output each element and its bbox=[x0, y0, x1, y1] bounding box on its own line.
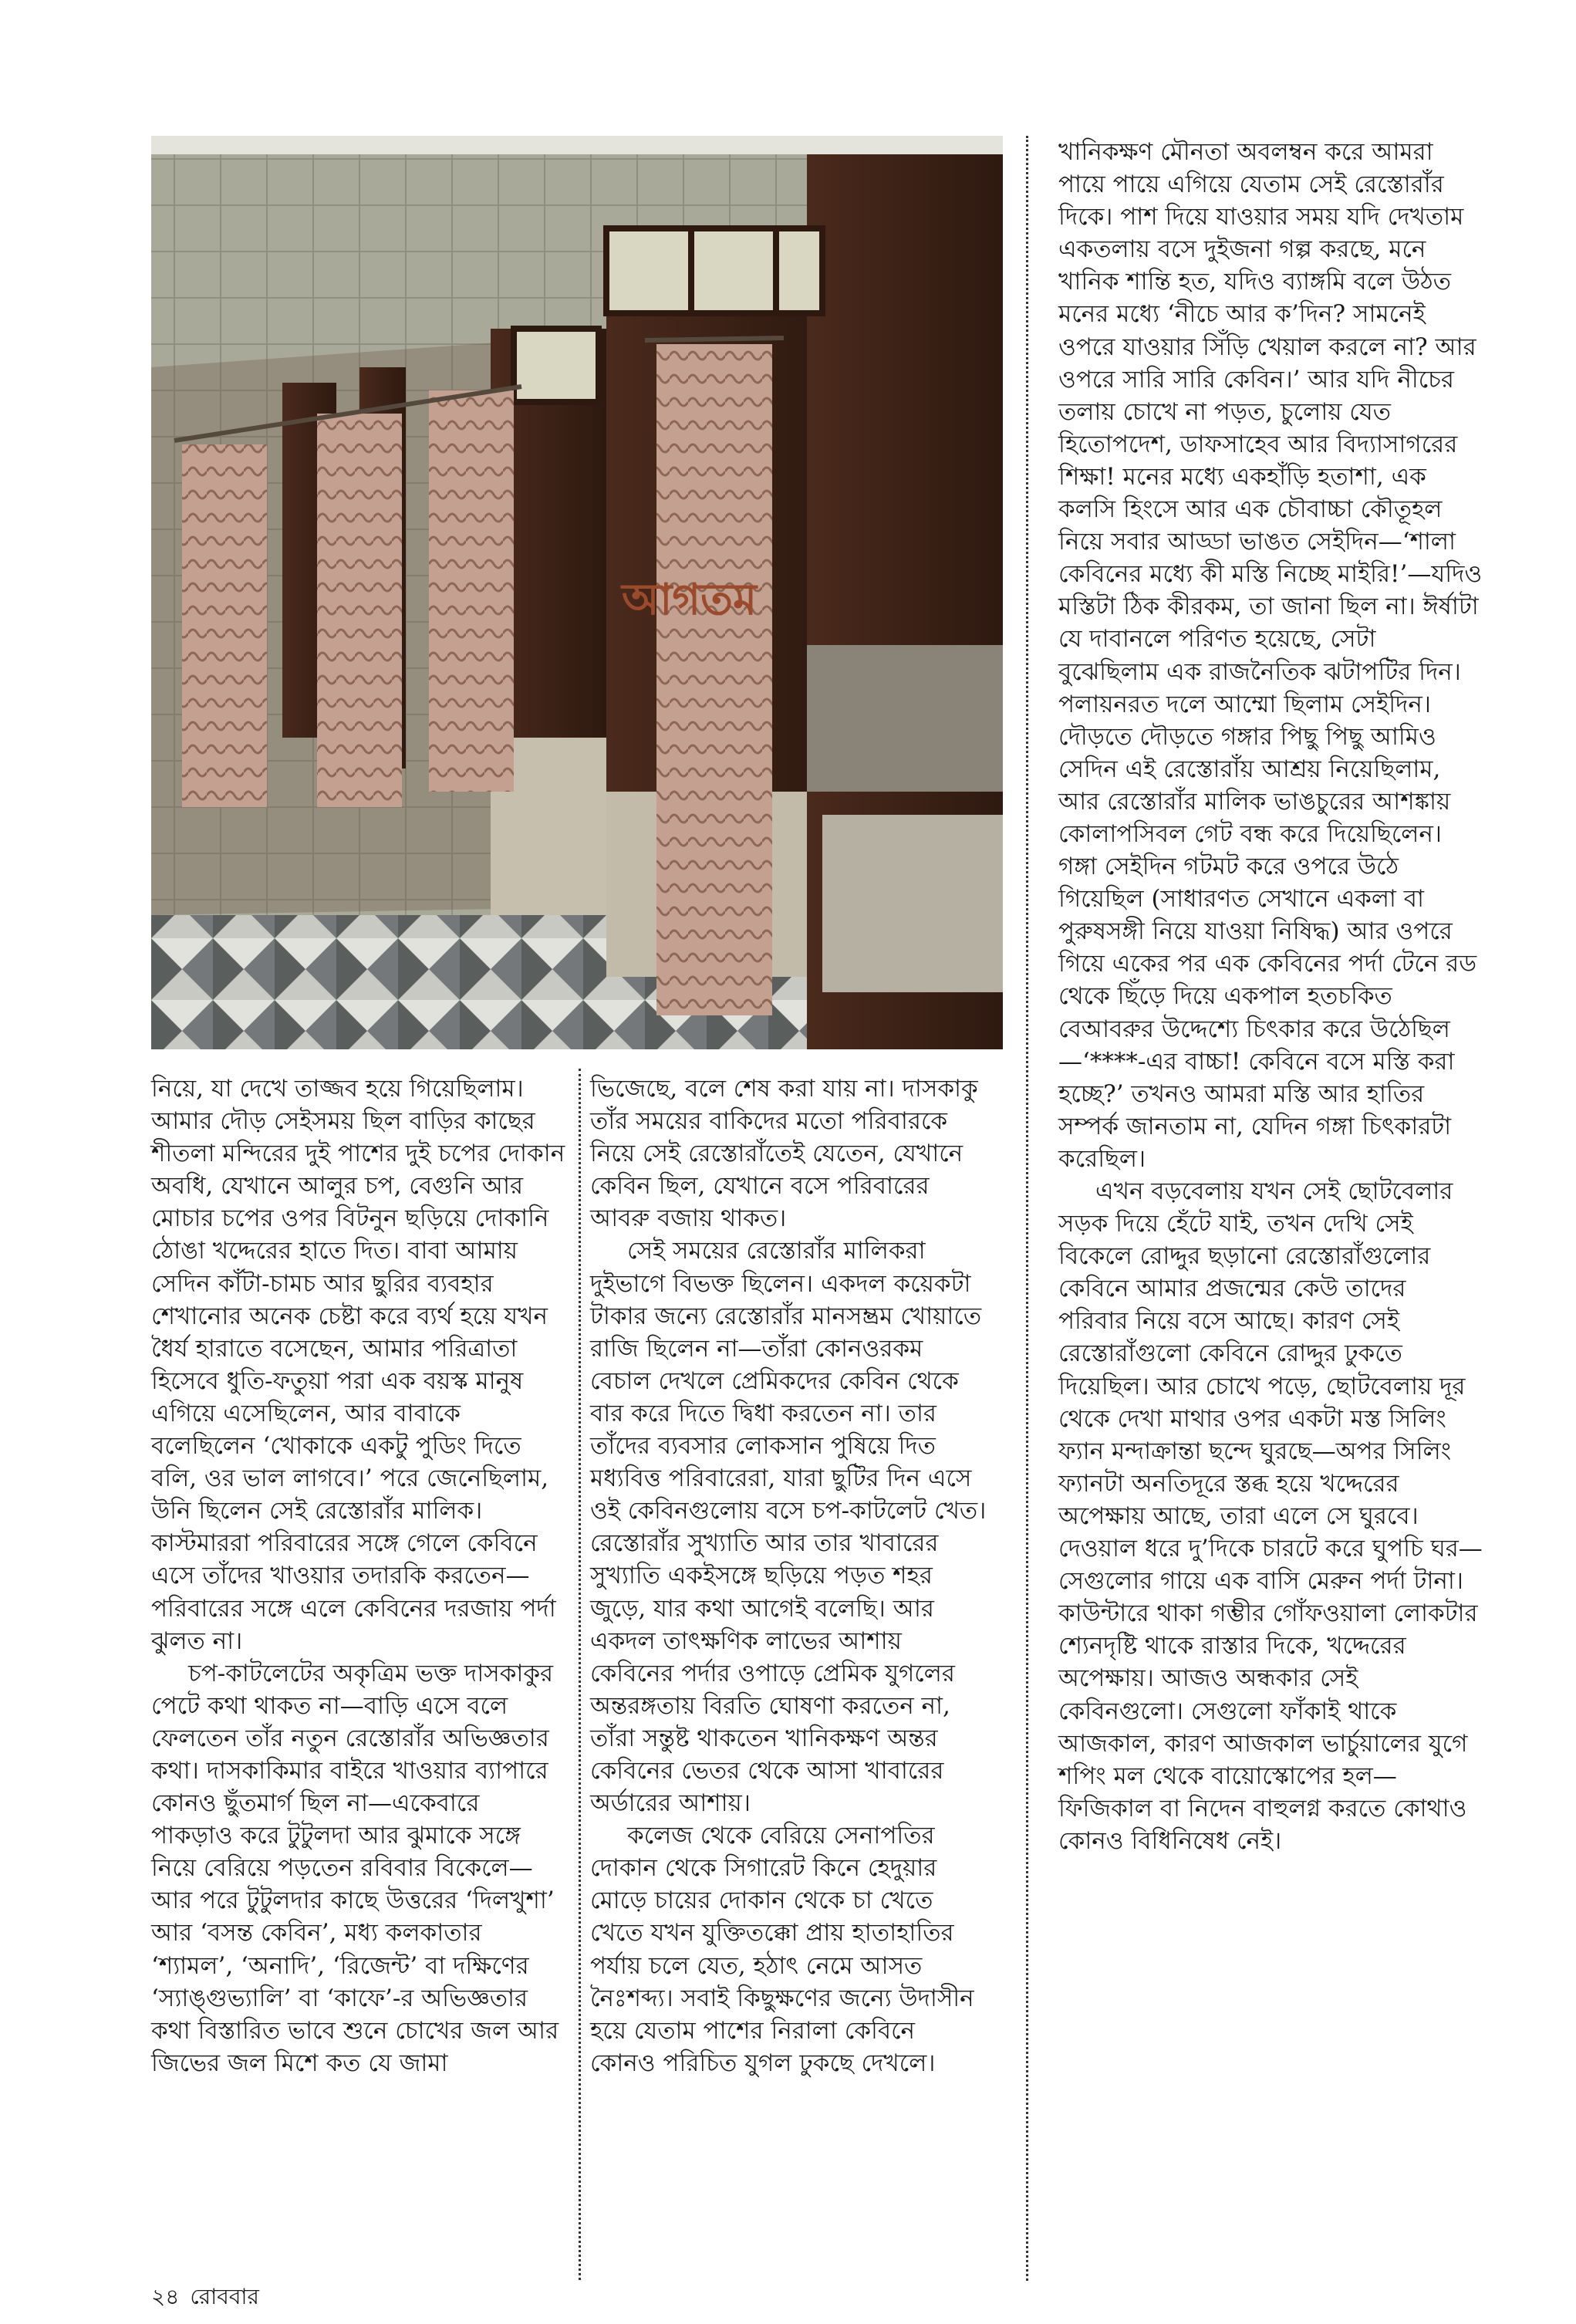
paragraph: চপ-কাটলেটের অকৃত্রিম ভক্ত দাসকাকুর পেটে কথা থাকত না—বাড়ি এসে বলে ফেলতেন তাঁর নতুন রেস্তোরাঁর অভিজ্ঞতার কথা। দাসকাকিমার বাইরে খাওয়ার ব্যাপারে কোনও ছুঁতমার্গ ছিল না—একেবারে পাকড়াও করে টুটুলদা আর ঝুমাকে সঙ্গে নিয়ে বেরিয়ে পড়তেন রবিবার বিকেলে—আর পরে টুটুলদার কাছে উত্তরের ‘দিলখুশা’ আর ‘বসন্ত কেবিন’, মধ্য কলকাতার ‘শ্যামল’, ‘অনাদি’, ‘রিজেন্ট’ বা দক্ষিণের ‘স্যাঙ্গুভ্যালি’ বা ‘কাফে’-র অভিজ্ঞতার কথা বিস্তারিত ভাবে শুনে চোখের জল আর জিভের জল মিশে কত যে জামা bbox=[151, 1659, 559, 2077]
signboard-label: আগতম bbox=[622, 575, 758, 625]
text-column-1 bbox=[151, 1072, 568, 2079]
text-column-3 bbox=[1058, 136, 1483, 1857]
text-column-2 bbox=[590, 1072, 987, 2079]
restaurant-cabins-photo bbox=[151, 136, 1003, 1049]
paragraph: কলেজ থেকে বেরিয়ে সেনাপতির দোকান থেকে সিগারেট কিনে হেদুয়ার মোড়ে চায়ের দোকান থেকে চা খেতে খেতে যখন যুক্তিতক্কো প্রায় হাতাহাতির পর্যায় চলে যেত, হঠাৎ নেমে আসত নৈঃশব্দ্য। সবাই কিছুক্ষণের জন্যে উদাসীন হয়ে যেতাম পাশের নিরালা কেবিনে কোনও পরিচিত যুগল ঢুকছে দেখলে। bbox=[590, 1822, 974, 2077]
page-footer bbox=[151, 2284, 259, 2310]
paragraph: নিয়ে, যা দেখে তাজ্জব হয়ে গিয়েছিলাম। আমার দৌড় সেইসময় ছিল বাড়ির কাছের শীতলা মন্দিরের দুই পাশের দুই চপের দোকান অবধি, যেখানে আলুর চপ, বেগুনি আর মোচার চপের ওপর বিটনুন ছড়িয়ে দোকানি ঠোঙা খদ্দেরের হাতে দিত। বাবা আমায় সেদিন কাঁটা-চামচ আর ছুরির ব্যবহার শেখানোর অনেক চেষ্টা করে ব্যর্থ হয়ে যখন ধৈর্য হারাতে বসেছেন, আমার পরিত্রাতা হিসেবে ধুতি-ফতুয়া পরা এক বয়স্ক মানুষ এগিয়ে এসেছিলেন, আর বাবাকে বলেছিলেন ‘খোকাকে একটু পুডিং দিতে বলি, ওর ভাল লাগবে।’ পরে জেনেছিলাম, উনি ছিলেন সেই রেস্তোরাঁর মালিক। কাস্টমাররা পরিবারের সঙ্গে গেলে কেবিনে এসে তাঁদের খাওয়ার তদারকি করতেন—পরিবারের সঙ্গে এলে কেবিনের দরজায় পর্দা ঝুলত না। bbox=[151, 1075, 565, 1655]
paragraph: ভিজেছে, বলে শেষ করা যায় না। দাসকাকু তাঁর সময়ের বাকিদের মতো পরিবারকে নিয়ে সেই রেস্তোরাঁতেই যেতেন, যেখানে কেবিন ছিল, যেখানে বসে পরিবারের আবরু বজায় থাকত। bbox=[590, 1075, 978, 1233]
magazine-name: রোববার bbox=[190, 2284, 259, 2309]
paragraph: এখন বড়বেলায় যখন সেই ছোটবেলার সড়ক দিয়ে হেঁটে যাই, তখন দেখি সেই বিকেলে রোদ্দুর ছড়ানো রেস্তোরাঁগুলোর কেবিনে আমার প্রজন্মের কেউ তাদের পরিবার নিয়ে বসে আছে। কারণ সেই রেস্তোরাঁগুলো কেবিনে রোদ্দুর ঢুকতে দিয়েছিল। আর চোখে পড়ে, ছোটবেলায় দূর থেকে দেখা মাথার ওপর একটা মস্ত সিলিং ফ্যান মন্দাক্রান্তা ছন্দে ঘুরছে—অপর সিলিং ফ্যানটা অনতিদূরে স্তব্ধ হয়ে খদ্দেরের অপেক্ষায় আছে, তারা এলে সে ঘুরবে। দেওয়াল ধরে দু’দিকে চারটে করে ঘুপচি ঘর—সেগুলোর গায়ে এক বাসি মেরুন পর্দা টানা। কাউন্টারে থাকা গম্ভীর গোঁফওয়ালা লোকটার শ্যেনদৃষ্টি থাকে রাস্তার দিকে, খদ্দেরের অপেক্ষায়। আজও অন্ধকার সেই কেবিনগুলো। সেগুলো ফাঁকাই থাকে আজকাল, কারণ আজকাল ভার্চুয়ালের যুগে শপিং মল থেকে বায়োস্কোপের হল—ফিজিকাল বা নিদেন বাহুলগ্ন করতে কোথাও কোনও বিধিনিষেধ নেই। bbox=[1058, 1177, 1483, 1855]
column-divider bbox=[1026, 136, 1028, 2281]
paragraph: সেই সময়ের রেস্তোরাঁর মালিকরা দুইভাগে বিভক্ত ছিলেন। একদল কয়েকটা টাকার জন্যে রেস্তোরাঁর মানসম্ভ্রম খোয়াতে রাজি ছিলেন না—তাঁরা কোনওরকম বেচাল দেখলে প্রেমিকদের কেবিন থেকে বার করে দিতে দ্বিধা করতেন না। তার তাঁদের ব্যবসার লোকসান পুষিয়ে দিত মধ্যবিত্ত পরিবারেরা, যারা ছুটির দিন এসে ওই কেবিনগুলোয় বসে চপ-কাটলেট খেত। রেস্তোরাঁর সুখ্যাতি আর তার খাবারের সুখ্যাতি একইসঙ্গে ছড়িয়ে পড়ত শহর জুড়ে, যার কথা আগেই বলেছি। আর একদল তাৎক্ষণিক লাভের আশায় কেবিনের পর্দার ওপাড়ে প্রেমিক যুগলের অন্তরঙ্গতায় বিরতি ঘোষণা করতেন না, তাঁরা সন্তুষ্ট থাকতেন খানিকক্ষণ অন্তর কেবিনের ভেতর থেকে আসা খাবারের অর্ডারের আশায়। bbox=[590, 1237, 987, 1818]
column-divider bbox=[579, 1069, 581, 2280]
page-number: ২৪ bbox=[151, 2284, 180, 2309]
paragraph: খানিকক্ষণ মৌনতা অবলম্বন করে আমরা পায়ে পায়ে এগিয়ে যেতাম সেই রেস্তোরাঁর দিকে। পাশ দিয়ে যাওয়ার সময় যদি দেখতাম একতলায় বসে দুইজনা গল্প করছে, মনে খানিক শান্তি হত, যদিও ব্যাঙ্গমি বলে উঠত মনের মধ্যে ‘নীচে আর ক’দিন? সামনেই ওপরে যাওয়ার সিঁড়ি খেয়াল করলে না? আর ওপরে সারি সারি কেবিন।’ আর যদি নীচের তলায় চোখে না পড়ত, চুলোয় যেত হিতোপদেশ, ডাফসাহেব আর বিদ্যাসাগরের শিক্ষা! মনের মধ্যে একহাঁড়ি হতাশা, এক কলসি হিংসে আর এক চৌবাচ্চা কৌতূহল নিয়ে সবার আড্ডা ভাঙত সেইদিন—‘শালা কেবিনের মধ্যে কী মস্তি নিচ্ছে মাইরি!’—যদিও মস্তিটা ঠিক কীরকম, তা জানা ছিল না। ঈর্ষাটা যে দাবানলে পরিণত হয়েছে, সেটা বুঝেছিলাম এক রাজনৈতিক ঝটাপটির দিন। পলায়নরত দলে আম্মো ছিলাম সেইদিন। দৌড়তে দৌড়তে গঙ্গার পিছু পিছু আমিও সেদিন এই রেস্তোরাঁয় আশ্রয় নিয়েছিলাম, আর রেস্তোরাঁর মালিক ভাঙচুরের আশঙ্কায় কোলাপসিবল গেট বন্ধ করে দিয়েছিলেন। গঙ্গা সেইদিন গটমট করে ওপরে উঠে গিয়েছিল (সাধারণত সেখানে একলা বা পুরুষসঙ্গী নিয়ে যাওয়া নিষিদ্ধ) আর ওপরে গিয়ে একের পর এক কেবিনের পর্দা টেনে রড থেকে ছিঁড়ে দিয়ে একপাল হতচকিত বেআবরুর উদ্দেশ্যে চিৎকার করে উঠেছিল—‘****-এর বাচ্চা! কেবিনে বসে মস্তি করা হচ্ছে?’ তখনও আমরা মস্তি আর হাতির সম্পর্ক জানতাম না, যেদিন গঙ্গা চিৎকারটা করেছিল। bbox=[1058, 138, 1483, 1173]
